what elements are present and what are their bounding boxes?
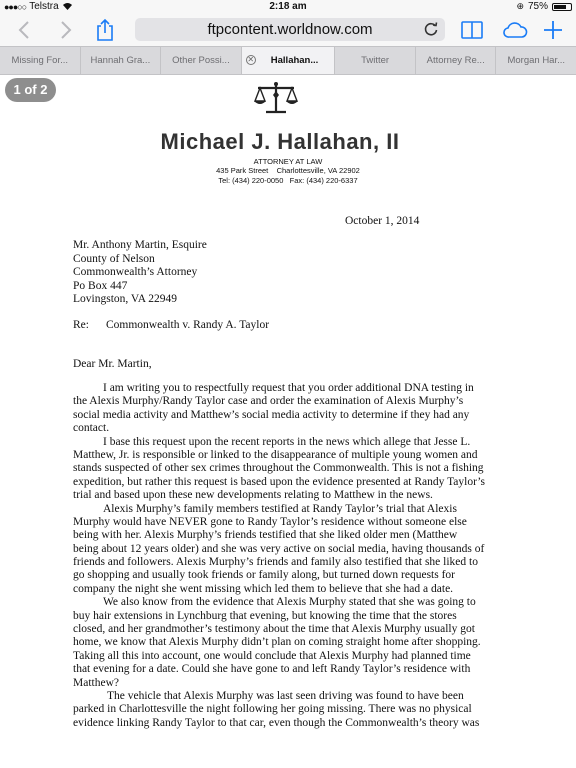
status-right <box>516 1 572 12</box>
body-line: company the night she went missing which led them to believe that she had a date. <box>73 582 454 595</box>
status-bar <box>0 0 576 14</box>
body-line: expedition, but rather this request is based upon the evidence presented at Randy Taylor’s <box>73 475 486 488</box>
body-line: friends and followers. Alexis Murphy’s friends and family also testified that she liked to <box>73 556 478 569</box>
letterhead-phone: Tel: (434) 220-0050 Fax: (434) 220-6337 <box>218 176 358 185</box>
salutation: Dear Mr. Martin, <box>73 358 152 370</box>
orientation-lock-icon: ⊕ <box>516 1 524 11</box>
letter-date: October 1, 2014 <box>345 215 420 227</box>
book-icon <box>461 21 483 39</box>
carrier-label: Telstra <box>29 1 59 12</box>
clock: 2:18 am <box>269 1 307 12</box>
share-icon <box>96 18 114 42</box>
body-line: go shopping and usually took friends or family along, but turned down requests for <box>73 569 455 582</box>
body-line: I base this request upon the recent reports in the news which allege that Jesse L. <box>103 435 471 448</box>
letterhead-address: 435 Park Street Charlottesville, VA 22902 <box>216 166 360 175</box>
recipient-line: Lovingston, VA 22949 <box>73 293 178 305</box>
body-line: being about 12 years older) and she was very active on social media, having thousands of <box>73 542 485 555</box>
tab-label: Morgan Har... <box>507 55 566 66</box>
body-line: buy hair extensions in Lynchburg that evening, but knowing the time that the stores <box>73 609 457 622</box>
body-line: parked in Charlottesville the night following her going missing. There was no physical <box>73 703 472 716</box>
tab-morgan[interactable] <box>496 47 576 74</box>
body-line: trial and based upon these new developments relating to Matthew in the news. <box>73 489 433 502</box>
forward-button[interactable] <box>52 17 80 43</box>
tab-bar <box>0 46 576 75</box>
re-text: Commonwealth v. Randy A. Taylor <box>106 319 270 331</box>
letterhead-title: ATTORNEY AT LAW <box>253 157 323 166</box>
recipient-line: Commonwealth’s Attorney <box>73 266 198 278</box>
letter-body <box>73 382 485 730</box>
page-indicator: 1 of 2 <box>5 78 56 102</box>
battery-percent: 75% <box>527 1 548 12</box>
icloud-tabs-button[interactable] <box>499 17 531 43</box>
tab-hannah[interactable] <box>81 47 162 74</box>
tab-label: Hannah Gra... <box>90 55 151 66</box>
body-line: being with her. Alexis Murphy’s friends testified that she liked older men (Matthew <box>73 529 458 542</box>
body-line: that evening for a date. Could she have gone to and left Randy Taylor’s residence with <box>73 663 471 676</box>
body-line: We also know from the evidence that Alexis Murphy stated that she was going to <box>103 596 476 609</box>
tab-label: Twitter <box>361 55 390 66</box>
url-text: ftpcontent.worldnow.com <box>207 21 373 38</box>
re-label: Re: <box>73 319 89 331</box>
letterhead-name: Michael J. Hallahan, II <box>160 129 400 154</box>
body-line: The vehicle that Alexis Murphy was last seen driving was found to have been <box>107 689 464 702</box>
re-line <box>73 319 269 331</box>
body-line: Taking all this into account, one would conclude that Alexis Murphy had planned time <box>73 649 471 662</box>
body-line: contact. <box>73 422 110 435</box>
body-line: the Alexis Murphy/Randy Taylor case and order the examination of Alexis Murphy’s <box>73 395 464 408</box>
back-button[interactable] <box>10 17 38 43</box>
chevron-left-icon <box>18 20 30 40</box>
close-tab-icon[interactable]: ✕ <box>247 55 255 64</box>
body-line: I am writing you to respectfully request that you order additional DNA testing in <box>103 382 474 394</box>
tab-twitter[interactable] <box>335 47 416 74</box>
bookmarks-button[interactable] <box>457 17 487 43</box>
signal-icon: ●●●○○ <box>4 1 27 12</box>
recipient-line: Po Box 447 <box>73 279 128 292</box>
new-tab-button[interactable] <box>538 17 568 43</box>
body-line: home, we know that Alexis Murphy didn’t plan on coming straight home after shopping. <box>73 636 481 649</box>
body-line: stands suspected of other sex crimes throughout the Commonwealth. This is not a fishing <box>73 462 484 475</box>
tab-label: Missing For... <box>11 55 69 66</box>
tab-hallahan[interactable] <box>242 47 336 74</box>
pdf-document[interactable] <box>0 75 576 768</box>
tab-missing-for[interactable] <box>0 47 81 74</box>
tab-label: Other Possi... <box>172 55 230 66</box>
battery-icon <box>552 3 572 11</box>
tab-label: Attorney Re... <box>426 55 485 66</box>
body-line: evidence linking Randy Taylor to that car, even though the Commonwealth’s theory was <box>73 716 480 729</box>
tab-other-possi[interactable] <box>161 47 242 74</box>
body-line: social media activity and Matthew’s social media activity to determine if they had any <box>73 408 470 421</box>
tab-label: Hallahan... <box>270 55 319 66</box>
body-line: Murphy would have NEVER gone to Randy Taylor’s residence without someone else <box>73 515 467 528</box>
browser-toolbar <box>0 14 576 46</box>
share-button[interactable] <box>90 17 120 43</box>
chevron-right-icon <box>60 20 72 40</box>
address-bar[interactable] <box>135 18 445 41</box>
body-line: Matthew, Jr. is responsible or linked to the disappearance of multiple young women and <box>73 448 478 461</box>
body-line: Matthew? <box>73 676 119 689</box>
reload-icon[interactable] <box>423 21 439 37</box>
scales-of-justice-icon <box>252 81 300 115</box>
tab-attorney[interactable] <box>416 47 497 74</box>
plus-icon <box>543 20 563 40</box>
body-line: Alexis Murphy’s family members testified at Randy Taylor’s trial that Alexis <box>103 502 457 515</box>
recipient-line: Mr. Anthony Martin, Esquire <box>73 239 207 251</box>
recipient-address <box>73 239 207 307</box>
cloud-icon <box>502 21 528 39</box>
recipient-line: County of Nelson <box>73 252 155 265</box>
body-line: closed, and her grandmother’s testimony about the time that Alexis Murphy usually got <box>73 623 475 636</box>
